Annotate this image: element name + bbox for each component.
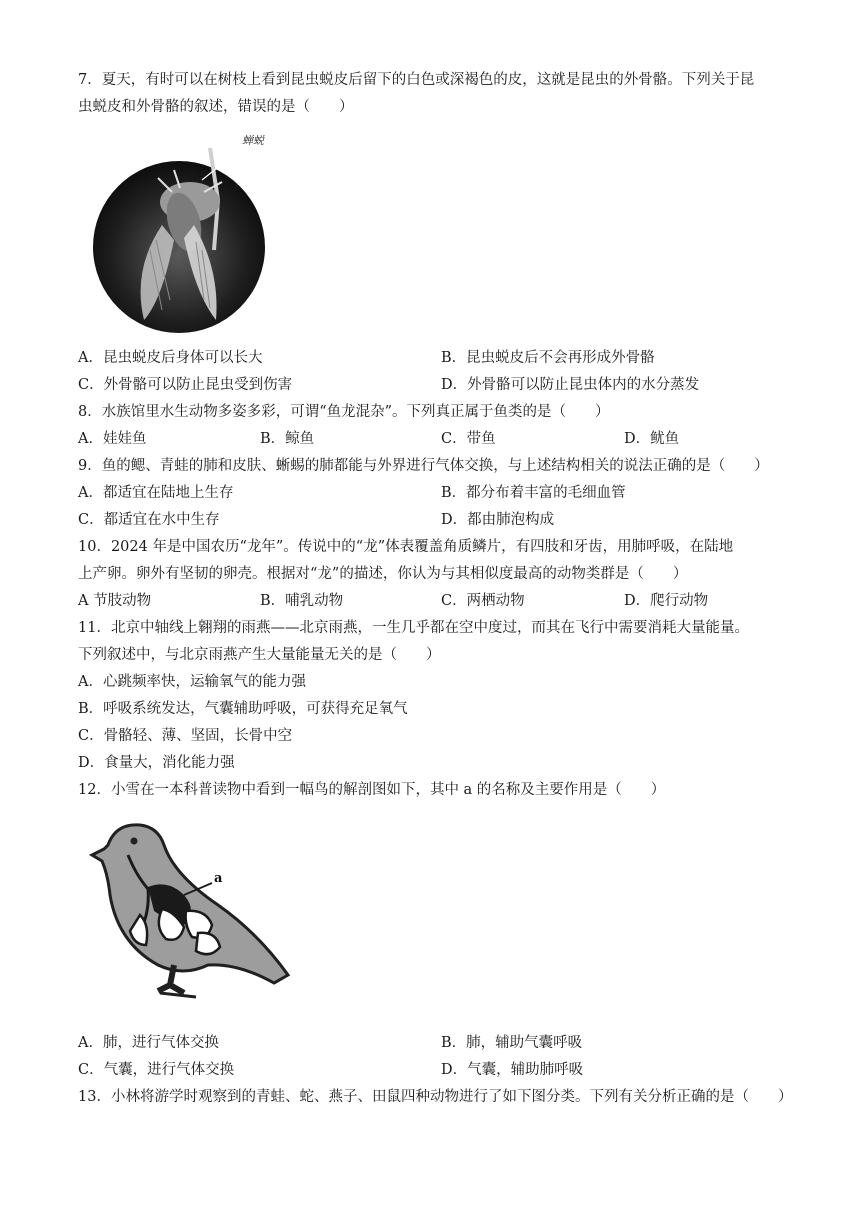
q9-option-c: C．都适宜在水中生存 xyxy=(78,512,220,528)
bird-anatomy-figure xyxy=(88,815,298,1010)
q9-option-a: A．都适宜在陆地上生存 xyxy=(78,485,234,501)
q8-option-c: C．带鱼 xyxy=(441,431,496,447)
q11-stem-line2: 下列叙述中，与北京雨燕产生大量能量无关的是（ ） xyxy=(78,647,441,663)
q12-option-c: C．气囊，进行气体交换 xyxy=(78,1062,235,1078)
q7-option-b: B．昆虫蜕皮后不会再形成外骨骼 xyxy=(441,350,655,366)
q7-stem-line2: 虫蜕皮和外骨骼的叙述，错误的是（ ） xyxy=(78,99,354,115)
q12-option-a: A．肺，进行气体交换 xyxy=(78,1035,219,1051)
q9-option-b: B．都分布着丰富的毛细血管 xyxy=(441,485,626,501)
q8-option-d: D．鱿鱼 xyxy=(624,431,680,447)
q10-option-b: B．哺乳动物 xyxy=(260,593,344,609)
q12-option-d: D．气囊，辅助肺呼吸 xyxy=(441,1062,584,1078)
q11-stem-line1: 11．北京中轴线上翱翔的雨燕——北京雨燕，一生几乎都在空中度过，而其在飞行中需要消耗大量能量。 xyxy=(78,620,749,636)
q10-option-a: A 节肢动物 xyxy=(78,593,152,609)
q10-option-d: D．爬行动物 xyxy=(624,593,709,609)
q7-stem-line1: 7．夏天，有时可以在树枝上看到昆虫蜕皮后留下的白色或深褐色的皮，这就是昆虫的外骨骼。下列关于昆 xyxy=(78,72,755,88)
q10-option-c: C．两栖动物 xyxy=(441,593,525,609)
cicada-molt-label: 蝉蜕 xyxy=(242,134,264,147)
q11-option-b: B．呼吸系统发达，气囊辅助呼吸，可获得充足氧气 xyxy=(78,701,408,717)
q7-option-a: A．昆虫蜕皮后身体可以长大 xyxy=(78,350,263,366)
q10-stem-line2: 上产卵。卵外有坚韧的卵壳。根据对“龙”的描述，你认为与其相似度最高的动物类群是（ ） xyxy=(78,566,688,582)
q8-stem: 8．水族馆里水生动物多姿多彩，可谓“鱼龙混杂”。下列真正属于鱼类的是（ ） xyxy=(78,404,610,420)
q9-option-d: D．都由肺泡构成 xyxy=(441,512,555,528)
q11-option-c: C．骨骼轻、薄、坚固，长骨中空 xyxy=(78,728,293,744)
bird-label-a: a xyxy=(214,871,223,886)
q8-option-b: B．鲸鱼 xyxy=(260,431,315,447)
q12-option-b: B．肺，辅助气囊呼吸 xyxy=(441,1035,583,1051)
q13-stem: 13．小林将游学时观察到的青蛙、蛇、燕子、田鼠四种动物进行了如下图分类。下列有关分析正确的是（ ） xyxy=(78,1089,793,1105)
q12-stem: 12．小雪在一本科普读物中看到一幅鸟的解剖图如下，其中 a 的名称及主要作用是（ ） xyxy=(78,782,666,798)
q9-stem: 9．鱼的鳃、青蛙的肺和皮肤、蜥蜴的肺都能与外界进行气体交换，与上述结构相关的说法正确的是（ ） xyxy=(78,458,769,474)
q7-option-d: D．外骨骼可以防止昆虫体内的水分蒸发 xyxy=(441,377,700,393)
q8-option-a: A．娃娃鱼 xyxy=(78,431,147,447)
q7-option-c: C．外骨骼可以防止昆虫受到伤害 xyxy=(78,377,293,393)
q10-stem-line1: 10．2024 年是中国农历“龙年”。传说中的“龙”体表覆盖角质鳞片，有四肢和牙齿，用肺呼吸，在陆地 xyxy=(78,539,734,555)
q11-option-d: D．食量大，消化能力强 xyxy=(78,755,235,771)
cicada-molt-figure xyxy=(92,130,267,340)
q11-option-a: A．心跳频率快，运输氧气的能力强 xyxy=(78,674,306,690)
